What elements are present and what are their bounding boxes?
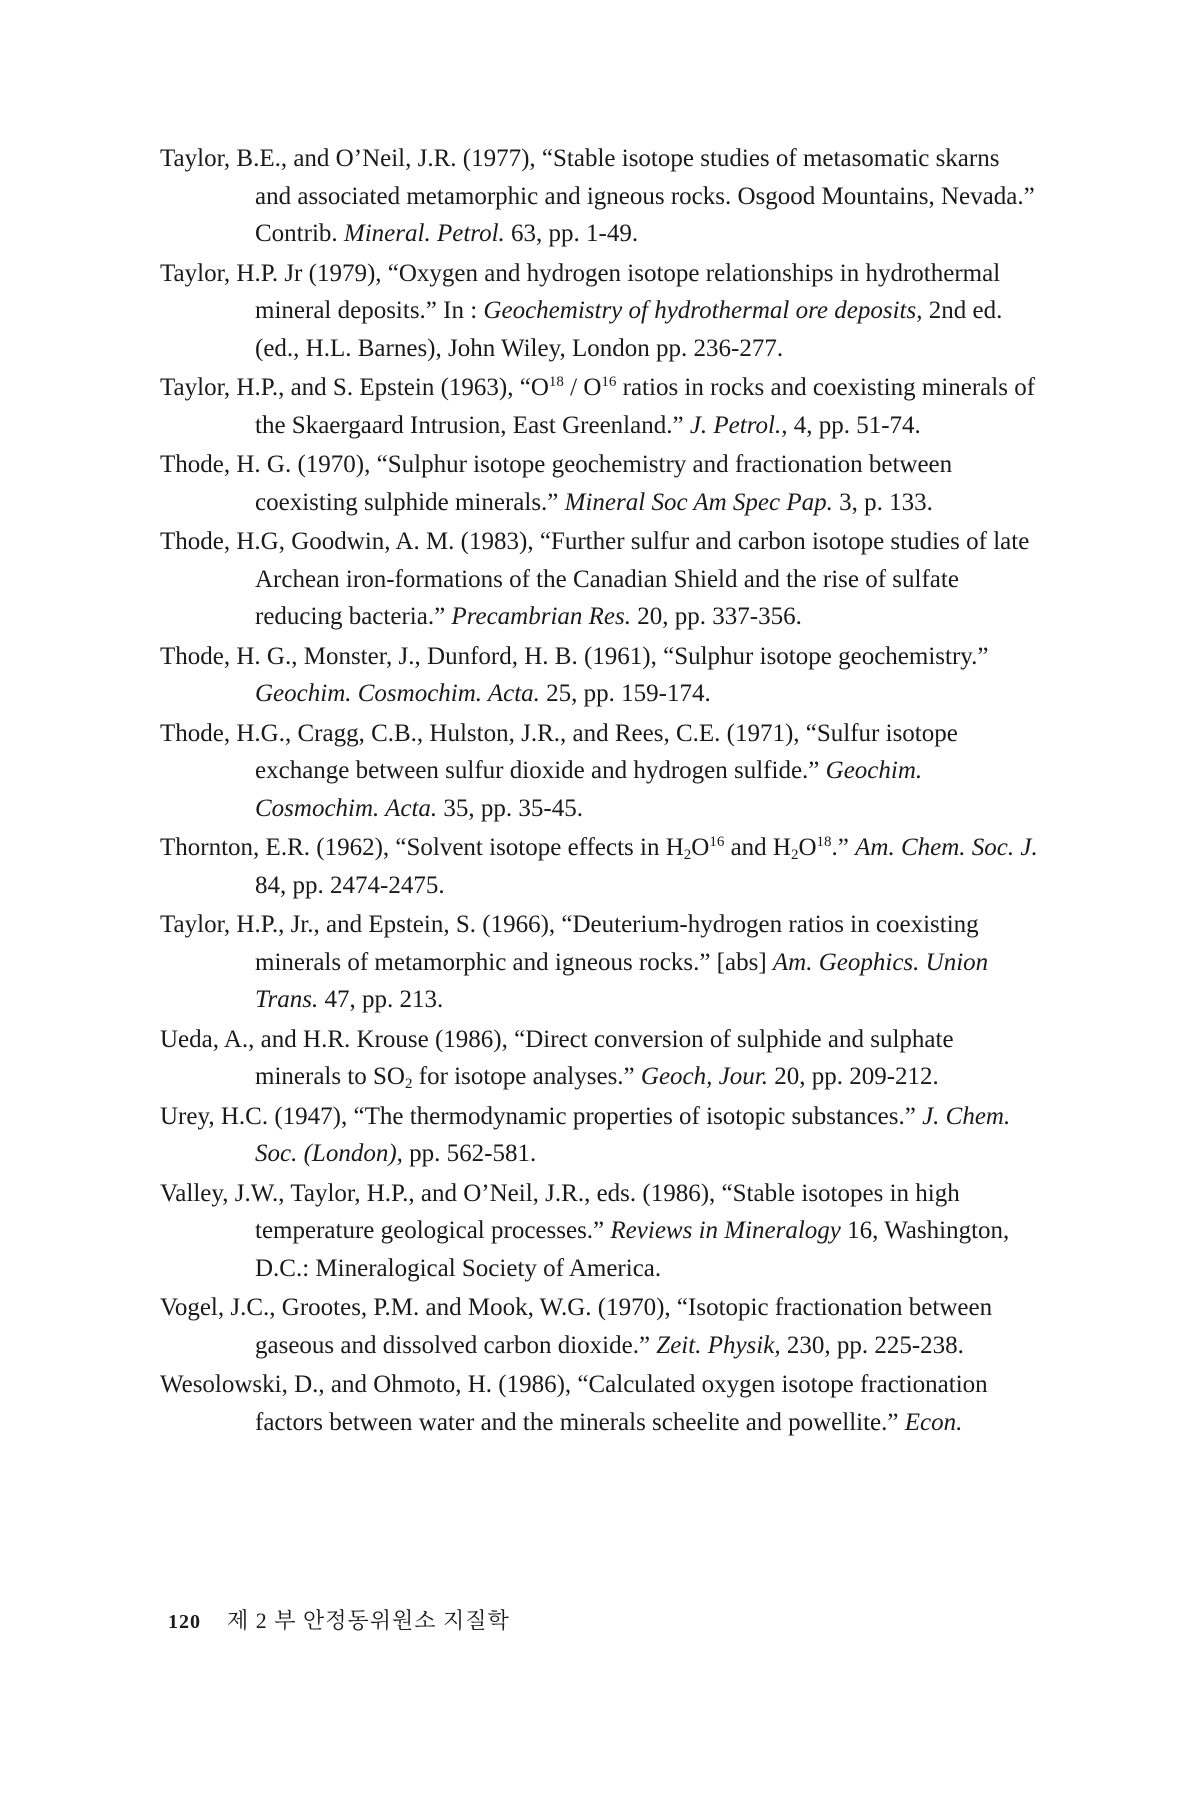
page-number: 120: [168, 1611, 201, 1633]
reference-entry: Thode, H. G., Monster, J., Dunford, H. B. (1961), “Sulphur isotope geochemistry.” Geochim. Cosmochim. Acta. 25, pp. 159-174.: [160, 642, 989, 707]
reference-entry: Thornton, E.R. (1962), “Solvent isotope effects in $H_2O^{16}$ and $H_2O^{18}$.” Am. Chem. Soc. J. 84, pp. 2474-2475.: [160, 834, 1038, 899]
reference-entry: Vogel, J.C., Grootes, P.M. and Mook, W.G. (1970), “Isotopic fractionation between gaseous and dissolved carbon dioxide.” Zeit. Physik, 230, pp. 225-238.: [160, 1294, 993, 1359]
reference-entry: Taylor, H.P. Jr (1979), “Oxygen and hydrogen isotope relationships in hydrothermal mineral deposits.” In : Geochemistry of hydrothermal ore deposits, 2nd ed. (ed., H.L. Barnes), John Wiley, London pp. 236-277.: [160, 259, 1003, 362]
reference-entry: Valley, J.W., Taylor, H.P., and O’Neil, J.R., eds. (1986), “Stable isotopes in high temperature geological processes.” Reviews in Mineralogy 16, Washington, D.C.: Mineralogical Society of America.: [160, 1179, 1010, 1282]
section-title: 제 2 부 안정동위원소 지질학: [227, 1608, 510, 1633]
reference-entry: Thode, H.G., Cragg, C.B., Hulston, J.R., and Rees, C.E. (1971), “Sulfur isotope exchange between sulfur dioxide and hydrogen sulfide.” Geochim. Cosmochim. Acta. 35, pp. 35-45.: [160, 719, 958, 822]
reference-entry: Wesolowski, D., and Ohmoto, H. (1986), “Calculated oxygen isotope fractionation factors between water and the minerals scheelite and powellite.” Econ.: [160, 1371, 988, 1436]
reference-entry: Ueda, A., and H.R. Krouse (1986), “Direct conversion of sulphide and sulphate minerals to $SO_2$ for isotope analyses.” Geoch, Jour. 20, pp. 209-212.: [160, 1025, 954, 1092]
reference-entry: Taylor, B.E., and O’Neil, J.R. (1977), “Stable isotope studies of metasomatic skarns and associated metamorphic and igneous rocks. Osgood Mountains, Nevada.” Contrib. Mineral. Petrol. 63, pp. 1-49.: [160, 145, 1035, 247]
reference-list: [160, 140, 1040, 1443]
reference-entry: Urey, H.C. (1947), “The thermodynamic properties of isotopic substances.” J. Chem. Soc. (London), pp. 562-581.: [160, 1102, 1011, 1167]
page-footer: [168, 1604, 510, 1635]
reference-entry: Taylor, H.P., and S. Epstein (1963), “$O^{18} / O^{16}$ ratios in rocks and coexisting minerals of the Skaergaard Intrusion, East Greenland.” J. Petrol., 4, pp. 51-74.: [160, 374, 1036, 439]
reference-entry: Thode, H.G, Goodwin, A. M. (1983), “Further sulfur and carbon isotope studies of late Archean iron-formations of the Canadian Shield and the rise of sulfate reducing bacteria.” Precambrian Res. 20, pp. 337-356.: [160, 528, 1030, 630]
reference-entry: Thode, H. G. (1970), “Sulphur isotope geochemistry and fractionation between coexisting sulphide minerals.” Mineral Soc Am Spec Pap. 3, p. 133.: [160, 451, 953, 516]
reference-entry: Taylor, H.P., Jr., and Epstein, S. (1966), “Deuterium-hydrogen ratios in coexisting minerals of metamorphic and igneous rocks.” [abs] Am. Geophics. Union Trans. 47, pp. 213.: [160, 911, 989, 1013]
